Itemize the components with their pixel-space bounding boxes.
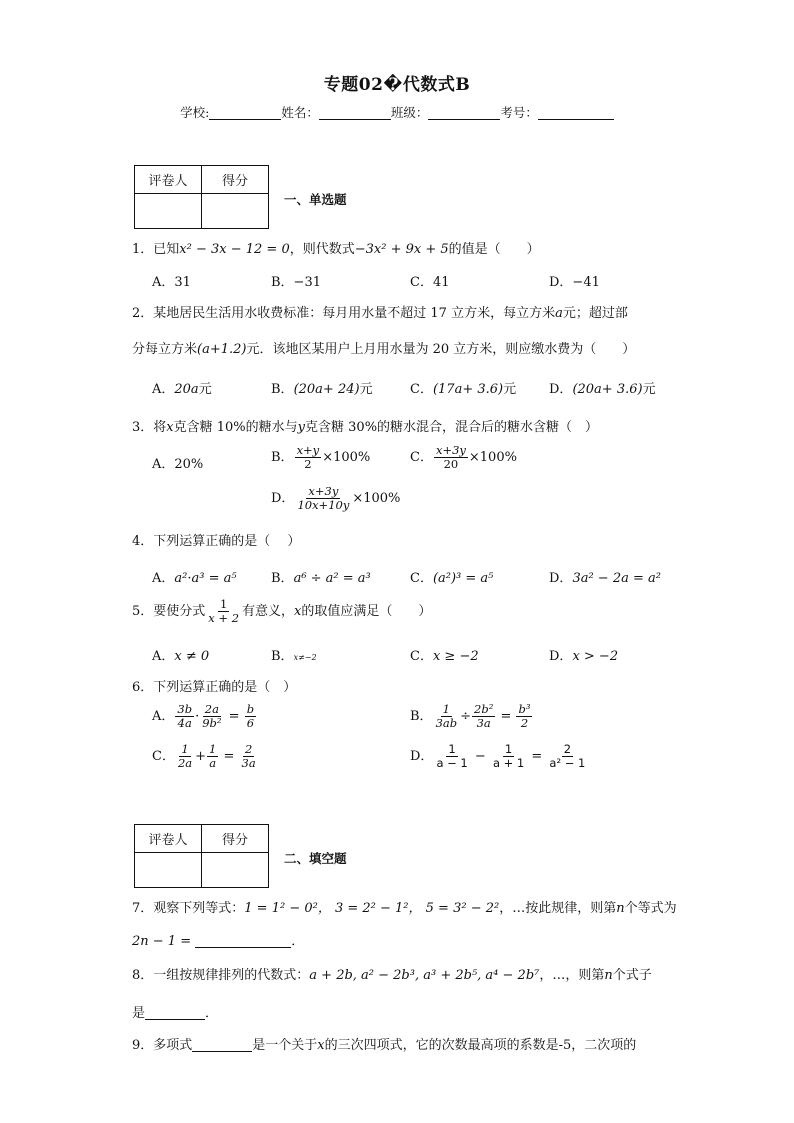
q6-a-n1: 3b — [177, 702, 193, 716]
section-title-1: 一、单选题 — [284, 192, 347, 207]
q1-option-a[interactable]: A．31 — [152, 275, 191, 290]
q6-c-label: C． — [152, 749, 175, 765]
q5-option-c[interactable] — [410, 645, 479, 664]
q8-stem-b: ，…，则第 — [539, 968, 605, 983]
q5-d-label: D． — [549, 649, 573, 664]
question-4: 4．下列运算正确的是（ ） — [132, 534, 301, 549]
question-6: 6．下列运算正确的是（ ） — [132, 680, 297, 695]
q5-a-value: x ≠ 0 — [174, 649, 210, 664]
grader-header: 评卷人 — [135, 166, 202, 194]
q3-option-d[interactable] — [271, 485, 400, 512]
q7-stem-b: ，…按此规律，则第 — [499, 901, 617, 916]
q6-a-frac-2 — [200, 703, 223, 730]
q2-c-label: C． — [410, 382, 433, 397]
q4-option-c[interactable] — [410, 567, 493, 586]
q7-var-n: n — [616, 901, 625, 916]
q3-stem-c: 克含糖 30%的糖水混合，混合后的糖水含糖（ ） — [305, 420, 599, 435]
q5-stem-a: 5．要使分式 — [132, 604, 206, 620]
q6-d-n2: 1 — [504, 742, 513, 756]
q6-b-d3: 2 — [520, 716, 529, 731]
q9-stem-b: 是一个关于 — [252, 1038, 318, 1053]
q2-line1-a: 2．某地居民生活用水收费标准：每月用水量不超过 17 立方米，每立方米 — [132, 306, 556, 321]
question-9 — [132, 1034, 636, 1053]
q1-stem-a: 1．已知 — [132, 242, 180, 257]
q6-c-d3: 3a — [241, 756, 256, 771]
q3-c-label: C． — [410, 450, 433, 466]
question-2-line-2 — [132, 338, 635, 357]
q2-d-label: D． — [549, 382, 573, 397]
grader-header-2: 评卷人 — [135, 825, 202, 853]
question-5 — [132, 598, 431, 625]
q3-option-b[interactable] — [271, 444, 370, 471]
question-8-line-2 — [132, 1002, 218, 1021]
class-label: 班级： — [390, 105, 429, 120]
q2-var-a: a — [555, 306, 563, 321]
id-label: 考号： — [500, 105, 538, 120]
section-title-2: 二、填空题 — [284, 851, 347, 866]
q6-d-frac-2 — [491, 743, 526, 770]
q6-c-frac-3 — [240, 743, 258, 770]
grader-cell-2[interactable] — [135, 853, 202, 888]
question-3 — [132, 416, 598, 435]
q6-a-d1: 4a — [177, 716, 192, 731]
q2-rate: (a+1.2) — [197, 342, 247, 357]
q2-line2-a: 分每立方米 — [132, 342, 198, 357]
q6-option-c[interactable]: C． $\frac{1}{2a}$ + $\frac{1}{a}$ = $\frac{2}{3a}$ — [152, 742, 256, 771]
q2-b-value: (20a+ 24) — [293, 382, 360, 397]
q3-c-numerator: x+3y — [435, 443, 466, 457]
q6-a-d3: 6 — [246, 716, 255, 731]
q5-option-d[interactable] — [549, 645, 618, 664]
q8-line2: 是 — [132, 1006, 146, 1021]
q4-d-value: 3a² − 2a = a² — [572, 571, 661, 586]
q2-option-c[interactable] — [410, 378, 516, 397]
q6-b-op: ÷ — [460, 709, 472, 725]
q3-b-denominator: 2 — [304, 457, 312, 472]
q2-d-value: (20a+ 3.6) — [572, 382, 643, 397]
q2-line1-b: 元；超过部 — [562, 306, 628, 321]
q2-line2-b: 元．该地区某用户上月用水量为 20 立方米，则应缴水费为（ ） — [246, 342, 636, 357]
q1-stem-b: ，则代数式 — [289, 242, 355, 257]
id-blank[interactable] — [538, 105, 614, 120]
q3-d-fraction — [295, 485, 351, 512]
q1-stem-c: 的值是（ ） — [448, 242, 540, 257]
q2-c-value: (17a+ 3.6) — [432, 382, 504, 397]
q5-option-a[interactable] — [152, 645, 209, 664]
q8-var-n: n — [604, 968, 613, 983]
q6-a-n2: 2a — [204, 702, 219, 716]
question-7-line-2 — [132, 930, 304, 949]
q6-a-d2: 9b² — [202, 716, 222, 731]
q1-expression: −3x² + 9x + 5 — [354, 242, 449, 257]
q6-b-frac-3 — [516, 703, 532, 730]
school-blank[interactable] — [209, 105, 281, 120]
q6-a-frac-3 — [245, 703, 256, 730]
q4-a-value: a²·a³ = a⁵ — [174, 571, 237, 586]
q5-fraction — [206, 598, 241, 625]
q5-var-x: x — [294, 604, 302, 620]
q6-c-n1: 1 — [181, 742, 189, 756]
q2-a-unit: 元 — [198, 382, 212, 397]
q3-b-fraction — [295, 444, 322, 471]
q5-a-label: A． — [152, 649, 175, 664]
q5-d-value: x > −2 — [572, 649, 619, 664]
q3-d-numerator: x+3y — [308, 484, 339, 498]
q6-b-label: B． — [410, 709, 433, 725]
q4-c-label: C． — [410, 571, 433, 586]
q6-d-d2: a + 1 — [492, 756, 525, 771]
q9-stem-c: 的三次四项式，它的次数最高项的系数是-5，二次项的 — [324, 1038, 637, 1053]
q8-answer-blank[interactable] — [145, 1006, 205, 1020]
q3-option-a[interactable]: A．20% — [152, 457, 204, 472]
q3-d-denominator: 10x+10y — [297, 498, 350, 513]
q1-option-c[interactable]: C．41 — [410, 275, 450, 290]
question-7-line-1 — [132, 897, 677, 916]
q8-end: ． — [205, 1006, 219, 1021]
q6-option-d[interactable]: D． $\frac{1}{a - 1}$ − $\frac{1}{a + 1}$ = $\frac{2}{\text{a² − 1}}$ — [410, 742, 586, 771]
q7-expression: 2n − 1 = — [132, 934, 192, 949]
q6-a-op: · — [195, 709, 200, 725]
q3-option-c[interactable] — [410, 444, 517, 471]
q3-b-tail: ×100% — [322, 450, 371, 466]
q4-option-a[interactable] — [152, 567, 237, 586]
q5-stem-c: 的取值应满足（ ） — [301, 604, 432, 620]
q4-d-label: D． — [549, 571, 573, 586]
score-box-1 — [134, 165, 269, 229]
q9-var-x: x — [317, 1038, 325, 1053]
score-cell-2[interactable] — [202, 853, 269, 888]
q6-b-frac-1 — [434, 703, 460, 730]
q6-d-label: D． — [410, 749, 434, 765]
q6-b-frac-2 — [472, 703, 495, 730]
q6-option-a[interactable]: A． $\frac{3b}{4a}$ · $\frac{2a}{\text{9b²}}$ = $\frac{b}{6}$ — [152, 702, 255, 731]
student-info-line — [0, 103, 794, 121]
q6-b-n1: 1 — [442, 702, 450, 716]
q5-c-value: x ≥ −2 — [432, 649, 479, 664]
q2-b-label: B． — [271, 382, 294, 397]
q6-d-d3: a² − 1 — [549, 756, 586, 771]
q3-var-x: x — [166, 420, 174, 435]
q1-option-d[interactable]: D．−41 — [549, 275, 600, 290]
q6-c-n3: 2 — [244, 742, 253, 756]
q2-b-unit: 元 — [359, 382, 373, 397]
q9-answer-blank[interactable] — [192, 1038, 252, 1052]
q4-option-b[interactable] — [271, 567, 371, 586]
score-cell[interactable] — [202, 194, 269, 229]
grader-cell[interactable] — [135, 194, 202, 229]
q3-var-y: y — [297, 420, 306, 435]
q6-d-frac-1 — [434, 743, 469, 770]
q9-stem-a: 9．多项式 — [132, 1038, 193, 1053]
q7-stem-c: 个等式为 — [624, 901, 677, 916]
q6-a-n3: b — [246, 702, 255, 716]
q4-a-label: A． — [152, 571, 175, 586]
q5-stem-b: 有意义， — [242, 604, 295, 620]
q5-b-label: B． — [271, 649, 294, 664]
q8-sequence: a + 2b, a² − 2b³, a³ + 2b⁵, a⁴ − 2b⁷ — [309, 968, 540, 983]
q6-c-d1: 2a — [177, 756, 193, 771]
q5-denominator: x + 2 — [208, 611, 240, 626]
q2-option-b[interactable] — [271, 378, 373, 397]
q4-c-value: (a²)³ = a⁵ — [432, 571, 494, 586]
q6-b-d2: 3a — [476, 716, 491, 731]
q6-b-d1: 3ab — [435, 716, 458, 731]
q6-d-n3: 2 — [563, 742, 572, 756]
q6-d-op: − — [474, 749, 486, 765]
q5-b-value: x≠−2 — [293, 653, 317, 662]
q6-c-d2: a — [209, 756, 217, 771]
q7-stem-a: 7．观察下列等式： — [132, 901, 245, 916]
question-1 — [132, 238, 540, 257]
q4-b-value: a⁶ ÷ a² = a³ — [293, 571, 371, 586]
q6-b-n3: b³ — [518, 702, 531, 716]
q2-d-unit: 元 — [642, 382, 656, 397]
q3-stem-b: 克含糖 10%的糖水与 — [173, 420, 298, 435]
q2-option-a[interactable] — [152, 378, 212, 397]
q8-stem-c: 个式子 — [612, 968, 652, 983]
q6-c-frac-2 — [207, 743, 218, 770]
q2-a-value: 20a — [174, 382, 199, 397]
q3-d-tail: ×100% — [352, 491, 401, 507]
q6-c-n2: 1 — [209, 742, 217, 756]
class-blank[interactable] — [428, 105, 500, 120]
q5-option-b[interactable] — [271, 645, 317, 664]
name-blank[interactable] — [319, 105, 391, 120]
q6-d-frac-3 — [547, 743, 587, 770]
question-8-line-1 — [132, 964, 652, 983]
q1-option-b[interactable]: B．−31 — [271, 275, 321, 290]
q6-c-frac-1 — [176, 743, 194, 770]
q3-c-fraction — [434, 444, 468, 471]
q6-a-label: A． — [152, 709, 175, 725]
name-label: 姓名： — [281, 105, 319, 120]
q7-equations: 1 = 1² − 0²， 3 = 2² − 1²， 5 = 3² − 2² — [244, 901, 500, 916]
q4-option-d[interactable] — [549, 567, 661, 586]
q3-stem-a: 3．将 — [132, 420, 167, 435]
question-2-line-1 — [132, 302, 628, 321]
q8-stem-a: 8．一组按规律排列的代数式： — [132, 968, 310, 983]
q6-c-op: + — [195, 749, 207, 765]
score-box-2 — [134, 824, 269, 888]
q3-d-label: D． — [271, 491, 295, 507]
q2-option-d[interactable] — [549, 378, 656, 397]
page-title: 专题02�代数式B — [323, 75, 471, 95]
q5-c-label: C． — [410, 649, 433, 664]
q3-c-tail: ×100% — [468, 450, 517, 466]
q6-a-frac-1 — [175, 703, 194, 730]
q2-c-unit: 元 — [503, 382, 517, 397]
score-header-2: 得分 — [202, 825, 269, 853]
q6-b-n2: 2b² — [474, 702, 494, 716]
q7-answer-blank[interactable] — [195, 934, 291, 948]
q6-option-b[interactable]: B． $\frac{1}{3ab}$ ÷ $\frac{\text{2b²}}{3a}$ = $\frac{\text{b³}}{2}$ — [410, 702, 531, 731]
q3-c-denominator: 20 — [443, 457, 459, 472]
school-label: 学校: — [180, 105, 210, 120]
q2-a-label: A． — [152, 382, 175, 397]
q7-end: ． — [291, 934, 305, 949]
q4-b-label: B． — [271, 571, 294, 586]
q3-b-label: B． — [271, 450, 294, 466]
q1-condition: x² − 3x − 12 = 0 — [179, 242, 290, 257]
q5-numerator: 1 — [219, 597, 228, 611]
q6-d-d1: a − 1 — [436, 756, 468, 771]
q6-d-n1: 1 — [448, 742, 456, 756]
score-header: 得分 — [202, 166, 269, 194]
q3-b-numerator: x+y — [296, 443, 320, 457]
